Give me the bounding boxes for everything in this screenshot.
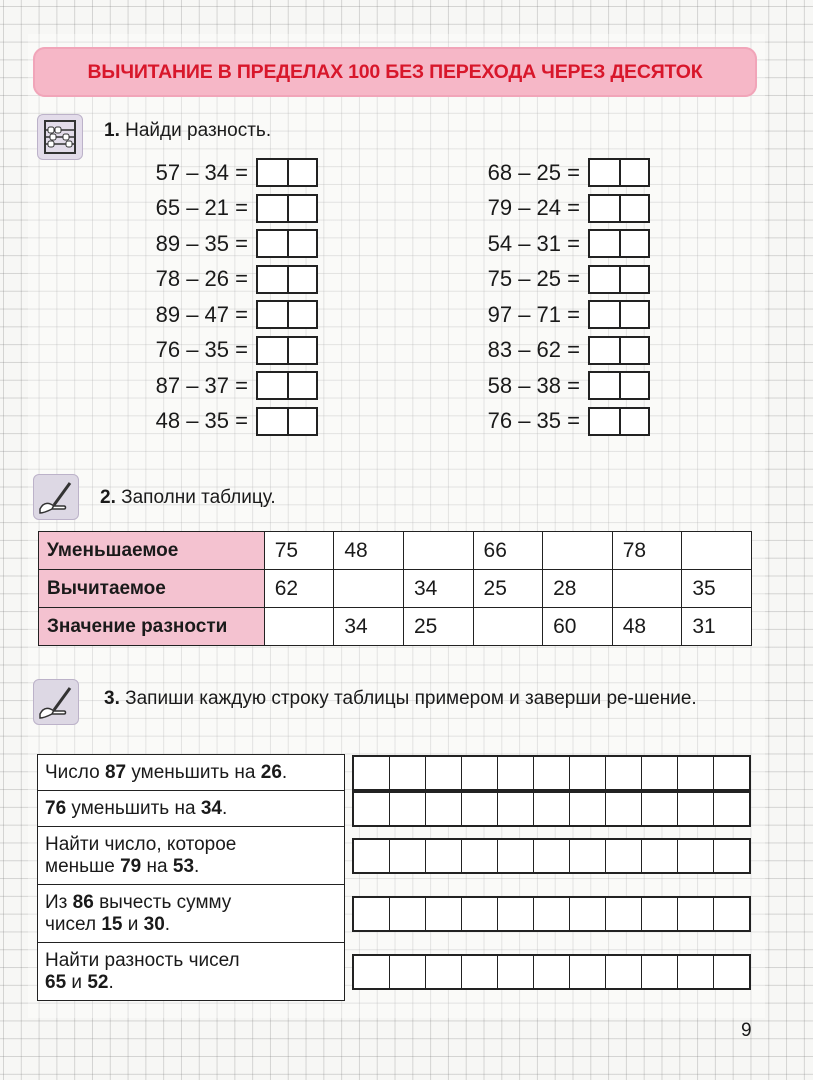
answer-grid-row[interactable]	[352, 755, 751, 791]
phrase-number: 26	[260, 761, 282, 783]
answer-digit-cell[interactable]	[287, 338, 316, 363]
empty-cell[interactable]	[473, 608, 543, 646]
answer-digit-cell[interactable]	[619, 302, 648, 327]
answer-digit-cell[interactable]	[619, 196, 648, 221]
answer-grid-cell[interactable]	[497, 840, 533, 872]
answer-grid-cell[interactable]	[677, 898, 713, 930]
answer-digit-cell[interactable]	[619, 231, 648, 256]
answer-grid-cell[interactable]	[425, 793, 461, 825]
empty-cell[interactable]	[334, 570, 404, 608]
phrase-cell	[38, 885, 345, 943]
answer-grid-cell[interactable]	[533, 956, 569, 988]
task3-heading	[104, 687, 744, 711]
equation-row	[470, 192, 650, 225]
phrase-text: Найти число, которое	[45, 833, 237, 855]
answer-digit-cell[interactable]	[258, 302, 287, 327]
row-label: Вычитаемое	[39, 570, 265, 608]
phrase-text: .	[221, 797, 228, 819]
answer-grid-cell[interactable]	[713, 793, 749, 825]
answer-grid-cell[interactable]	[569, 956, 605, 988]
answer-digit-cell[interactable]	[590, 267, 619, 292]
phrase-cell	[38, 755, 345, 791]
answer-box[interactable]	[256, 265, 318, 294]
equation-expression: 76 – 35 =	[487, 408, 580, 433]
phrase-text: чисел	[45, 913, 102, 935]
phrase-number: 53	[172, 855, 195, 877]
answer-box[interactable]	[256, 158, 318, 187]
equation-row	[138, 192, 318, 225]
answer-grid-cell[interactable]	[605, 793, 641, 825]
empty-cell[interactable]	[543, 532, 613, 570]
task2-number: 2.	[100, 487, 116, 508]
answer-box[interactable]	[256, 336, 318, 365]
equation-row	[138, 227, 318, 260]
answer-digit-cell[interactable]	[287, 267, 316, 292]
equation-row	[470, 334, 650, 367]
fill-table	[38, 531, 752, 646]
answer-digit-cell[interactable]	[258, 338, 287, 363]
answer-box[interactable]	[588, 194, 650, 223]
task2-instruction: Заполни таблицу.	[121, 487, 276, 508]
equation-row	[138, 334, 318, 367]
equation-row	[138, 405, 318, 438]
phrase-number: 87	[104, 761, 127, 783]
answer-grid-cell[interactable]	[677, 757, 713, 789]
answer-grid-cell[interactable]	[354, 757, 389, 789]
answer-digit-cell[interactable]	[258, 231, 287, 256]
answer-grid-cell[interactable]	[569, 793, 605, 825]
phrase-row	[38, 943, 345, 1001]
answer-grid-cell[interactable]	[569, 898, 605, 930]
phrase-number: 86	[72, 891, 94, 913]
answer-grid-cell[interactable]	[461, 793, 497, 825]
answer-box[interactable]	[588, 158, 650, 187]
answer-digit-cell[interactable]	[590, 338, 619, 363]
answer-grid-cell[interactable]	[389, 757, 425, 789]
answer-grid-cell[interactable]	[354, 793, 389, 825]
answer-grid-cell[interactable]	[389, 898, 425, 930]
table-row	[39, 532, 752, 570]
value-cell: 60	[543, 608, 613, 646]
value-cell: 28	[543, 570, 613, 608]
phrase-text: и	[122, 913, 144, 935]
equation-row	[470, 405, 650, 438]
answer-digit-cell[interactable]	[590, 196, 619, 221]
value-cell: 31	[682, 608, 752, 646]
answer-grid-cell[interactable]	[425, 840, 461, 872]
row-label: Уменьшаемое	[39, 532, 265, 570]
answer-digit-cell[interactable]	[287, 373, 316, 398]
answer-grid-cell[interactable]	[533, 840, 569, 872]
phrase-text: .	[108, 971, 114, 993]
phrase-text: на	[141, 855, 173, 877]
answer-grid-cell[interactable]	[533, 793, 569, 825]
answer-grid-cell[interactable]	[425, 898, 461, 930]
answer-digit-cell[interactable]	[287, 160, 316, 185]
phrase-text: уменьшить на	[66, 797, 201, 819]
answer-grid-cell[interactable]	[713, 956, 749, 988]
answer-grid-cell[interactable]	[677, 956, 713, 988]
answer-digit-cell[interactable]	[590, 160, 619, 185]
value-cell: 25	[473, 570, 543, 608]
answer-grid-cell[interactable]	[605, 840, 641, 872]
answer-grid-cell[interactable]	[389, 840, 425, 872]
answer-grid-cell[interactable]	[497, 898, 533, 930]
answer-box[interactable]	[588, 407, 650, 436]
answer-digit-cell[interactable]	[619, 409, 648, 434]
equation-expression: 83 – 62 =	[487, 337, 580, 362]
equation-row	[138, 263, 318, 296]
task2-heading	[100, 487, 276, 509]
answer-digit-cell[interactable]	[619, 373, 648, 398]
equation-expression: 65 – 21 =	[155, 195, 248, 220]
value-cell: 48	[612, 608, 682, 646]
empty-cell[interactable]	[612, 570, 682, 608]
phrase-number: 30	[143, 913, 165, 935]
phrase-text: и	[66, 971, 88, 993]
equation-expression: 58 – 38 =	[487, 372, 580, 398]
equation-row	[470, 156, 650, 189]
empty-cell[interactable]	[264, 608, 334, 646]
phrase-number: 79	[120, 855, 142, 877]
equation-row	[138, 156, 318, 189]
answer-grid-cell[interactable]	[497, 757, 533, 789]
phrase-cell	[38, 791, 345, 827]
value-cell: 75	[264, 532, 334, 570]
answer-box[interactable]	[256, 229, 318, 258]
answer-box[interactable]	[256, 194, 318, 223]
answer-box[interactable]	[588, 371, 650, 400]
equation-expression: 57 – 34 =	[155, 159, 248, 185]
equation-row	[138, 369, 318, 402]
phrase-text: Из	[45, 891, 73, 913]
title-banner	[33, 47, 757, 97]
phrase-number: 34	[200, 797, 222, 819]
answer-box[interactable]	[588, 265, 650, 294]
equation-expression: 79 – 24 =	[487, 195, 580, 220]
phrase-number: 15	[101, 913, 123, 935]
answer-digit-cell[interactable]	[590, 231, 619, 256]
phrase-number: 65	[45, 971, 67, 993]
answer-grid-cell[interactable]	[713, 757, 749, 789]
abacus-icon	[37, 114, 83, 160]
answer-digit-cell[interactable]	[619, 338, 648, 363]
pencil-hand-icon	[33, 474, 79, 520]
answer-grid-cell[interactable]	[569, 840, 605, 872]
value-cell: 34	[334, 608, 404, 646]
answer-grid-cell[interactable]	[641, 793, 677, 825]
empty-cell[interactable]	[403, 532, 473, 570]
value-cell: 66	[473, 532, 543, 570]
phrases-table	[37, 754, 345, 1001]
answer-grid-cell[interactable]	[713, 840, 749, 872]
phrase-text: .	[164, 913, 171, 935]
answer-grid-cell[interactable]	[605, 757, 641, 789]
task3-number: 3.	[104, 688, 120, 709]
phrase-text: .	[281, 761, 288, 783]
answer-grid-row[interactable]	[352, 896, 751, 932]
equation-expression: 78 – 26 =	[155, 266, 248, 291]
phrase-row	[38, 827, 345, 885]
answer-grid-cell[interactable]	[354, 840, 389, 872]
answer-digit-cell[interactable]	[258, 409, 287, 434]
answer-digit-cell[interactable]	[590, 373, 619, 398]
equation-row	[470, 227, 650, 260]
answer-digit-cell[interactable]	[258, 160, 287, 185]
page-number: 9	[741, 1020, 752, 1041]
answer-grid-cell[interactable]	[425, 757, 461, 789]
equation-expression: 97 – 71 =	[487, 301, 580, 327]
phrase-number: 76	[45, 797, 67, 819]
answer-grid-cell[interactable]	[533, 898, 569, 930]
task1-heading	[104, 120, 271, 142]
equation-expression: 54 – 31 =	[487, 230, 580, 256]
answer-digit-cell[interactable]	[287, 302, 316, 327]
value-cell: 78	[612, 532, 682, 570]
answer-digit-cell[interactable]	[287, 409, 316, 434]
task1-instruction: Найди разность.	[125, 120, 272, 141]
row-label: Значение разности	[39, 608, 265, 646]
answer-grid-cell[interactable]	[461, 898, 497, 930]
equation-expression: 68 – 25 =	[487, 159, 580, 185]
answer-digit-cell[interactable]	[287, 196, 316, 221]
answer-grid-cell[interactable]	[497, 793, 533, 825]
answer-grid-row[interactable]	[352, 954, 751, 990]
answer-grid-cell[interactable]	[389, 793, 425, 825]
equation-expression: 75 – 25 =	[487, 266, 580, 291]
equation-expression: 89 – 47 =	[155, 301, 248, 327]
table-row	[39, 570, 752, 608]
value-cell: 62	[264, 570, 334, 608]
equation-row	[470, 298, 650, 331]
phrase-row	[38, 755, 345, 791]
phrase-text: Число	[45, 761, 105, 783]
pencil-hand-icon	[33, 679, 79, 725]
equation-row	[138, 298, 318, 331]
answer-grid-cell[interactable]	[461, 956, 497, 988]
answer-digit-cell[interactable]	[619, 267, 648, 292]
phrase-text: меньше	[45, 855, 121, 877]
value-cell: 48	[334, 532, 404, 570]
answer-box[interactable]	[256, 371, 318, 400]
phrase-cell	[38, 827, 345, 885]
answer-grid-cell[interactable]	[605, 956, 641, 988]
value-cell: 34	[403, 570, 473, 608]
value-cell: 35	[682, 570, 752, 608]
answer-box[interactable]	[588, 336, 650, 365]
equation-expression: 87 – 37 =	[155, 372, 248, 398]
answer-grid-cell[interactable]	[461, 840, 497, 872]
answer-grid-cell[interactable]	[354, 898, 389, 930]
phrase-row	[38, 791, 345, 827]
table-row	[39, 608, 752, 646]
answer-grid-cell[interactable]	[677, 840, 713, 872]
value-cell: 25	[403, 608, 473, 646]
answer-grid-cell[interactable]	[641, 757, 677, 789]
answer-grid-cell[interactable]	[641, 956, 677, 988]
phrase-text: Найти разность чисел	[45, 949, 240, 971]
answer-box[interactable]	[256, 407, 318, 436]
answer-grid-cell[interactable]	[605, 898, 641, 930]
answer-grid-cell[interactable]	[389, 956, 425, 988]
phrase-text: уменьшить на	[126, 761, 261, 783]
answer-grid-cell[interactable]	[354, 956, 389, 988]
answer-digit-cell[interactable]	[619, 160, 648, 185]
equation-expression: 89 – 35 =	[155, 230, 248, 256]
answer-digit-cell[interactable]	[287, 231, 316, 256]
phrase-text: .	[194, 855, 200, 877]
answer-grid-row[interactable]	[352, 838, 751, 874]
phrase-number: 52	[87, 971, 109, 993]
answer-grid-cell[interactable]	[641, 898, 677, 930]
answer-digit-cell[interactable]	[258, 196, 287, 221]
answer-grid-cell[interactable]	[713, 898, 749, 930]
equation-row	[470, 369, 650, 402]
answer-digit-cell[interactable]	[258, 373, 287, 398]
phrase-row	[38, 885, 345, 943]
task1-number: 1.	[104, 120, 120, 141]
answer-digit-cell[interactable]	[590, 409, 619, 434]
answer-digit-cell[interactable]	[590, 302, 619, 327]
task3-instruction: Запиши каждую строку таблицы примером и заверши ре-шение.	[125, 688, 697, 709]
equation-row	[470, 263, 650, 296]
answer-grid-cell[interactable]	[461, 757, 497, 789]
answer-grid-cell[interactable]	[641, 840, 677, 872]
answer-box[interactable]	[256, 300, 318, 329]
answer-grid-cell[interactable]	[569, 757, 605, 789]
equation-expression: 76 – 35 =	[155, 337, 248, 362]
answer-grid-cell[interactable]	[677, 793, 713, 825]
page-title: ВЫЧИТАНИЕ В ПРЕДЕЛАХ 100 БЕЗ ПЕРЕХОДА ЧЕРЕЗ ДЕСЯТОК	[87, 60, 703, 83]
empty-cell[interactable]	[682, 532, 752, 570]
answer-grid-row[interactable]	[352, 791, 751, 827]
answer-digit-cell[interactable]	[258, 267, 287, 292]
phrase-text: вычесть сумму	[93, 891, 232, 913]
answer-grid-cell[interactable]	[533, 757, 569, 789]
answer-grid-cell[interactable]	[497, 956, 533, 988]
equation-expression: 48 – 35 =	[155, 408, 248, 433]
answer-box[interactable]	[588, 300, 650, 329]
answer-grid-cell[interactable]	[425, 956, 461, 988]
phrase-cell	[38, 943, 345, 1001]
answer-box[interactable]	[588, 229, 650, 258]
